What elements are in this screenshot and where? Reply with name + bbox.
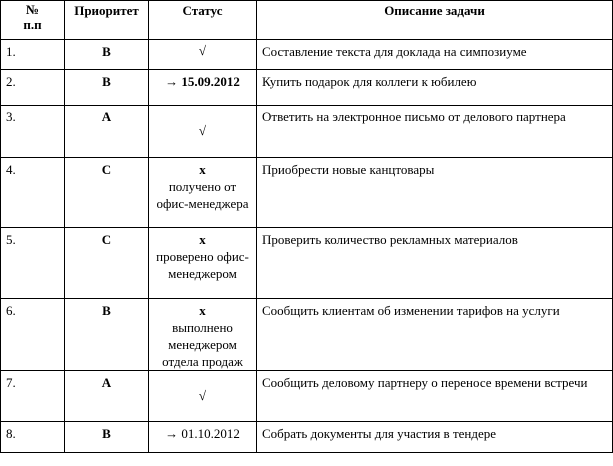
cross-icon: x xyxy=(199,162,206,177)
row-description: Купить подарок для коллеги к юбилею xyxy=(257,70,613,106)
row-priority: А xyxy=(65,106,149,158)
row-status xyxy=(149,228,257,299)
row-status xyxy=(149,371,257,422)
row-number: 6. xyxy=(1,299,65,371)
table-row xyxy=(1,299,613,371)
status-note: выполнено менеджером отдела продаж xyxy=(162,320,243,369)
table-row xyxy=(1,40,613,70)
table-header-row xyxy=(1,1,613,40)
header-status: Статус xyxy=(149,1,257,40)
header-number-line2: п.п xyxy=(23,17,42,32)
table-row xyxy=(1,106,613,158)
cross-icon: x xyxy=(199,232,206,247)
row-description: Сообщить клиентам об изменении тарифов на услуги xyxy=(257,299,613,371)
row-description: Собрать документы для участия в тендере xyxy=(257,422,613,453)
header-priority: Приоритет xyxy=(65,1,149,40)
row-number: 5. xyxy=(1,228,65,299)
row-number: 1. xyxy=(1,40,65,70)
row-number: 3. xyxy=(1,106,65,158)
postponed-date: → 01.10.2012 xyxy=(165,426,240,441)
table-row xyxy=(1,228,613,299)
row-status xyxy=(149,422,257,453)
row-description: Проверить количество рекламных материалов xyxy=(257,228,613,299)
cross-icon: x xyxy=(199,303,206,318)
row-priority: В xyxy=(65,422,149,453)
checkmark-icon: √ xyxy=(198,388,207,403)
row-priority: В xyxy=(65,40,149,70)
status-note: получено от офис-менеджера xyxy=(156,179,249,211)
checkmark-icon: √ xyxy=(198,123,207,138)
table-row xyxy=(1,158,613,228)
row-description: Приобрести новые канцтовары xyxy=(257,158,613,228)
row-number: 4. xyxy=(1,158,65,228)
row-status xyxy=(149,158,257,228)
row-priority: В xyxy=(65,299,149,371)
header-number-line1: № xyxy=(25,2,40,17)
row-number: 7. xyxy=(1,371,65,422)
row-description: Ответить на электронное письмо от делового партнера xyxy=(257,106,613,158)
row-status xyxy=(149,40,257,70)
row-priority: С xyxy=(65,158,149,228)
table-row xyxy=(1,371,613,422)
postponed-date: → 15.09.2012 xyxy=(165,74,240,89)
status-note: проверено офис-менеджером xyxy=(156,249,249,281)
row-status xyxy=(149,299,257,371)
row-number: 2. xyxy=(1,70,65,106)
checkmark-icon: √ xyxy=(198,43,207,58)
header-description: Описание задачи xyxy=(257,1,613,40)
table-row xyxy=(1,70,613,106)
row-status xyxy=(149,106,257,158)
row-status xyxy=(149,70,257,106)
row-priority: С xyxy=(65,228,149,299)
header-number xyxy=(1,1,65,40)
row-number: 8. xyxy=(1,422,65,453)
row-description: Составление текста для доклада на симпозиуме xyxy=(257,40,613,70)
row-priority: А xyxy=(65,371,149,422)
row-priority: В xyxy=(65,70,149,106)
table-row xyxy=(1,422,613,453)
row-description: Сообщить деловому партнеру о переносе времени встречи xyxy=(257,371,613,422)
